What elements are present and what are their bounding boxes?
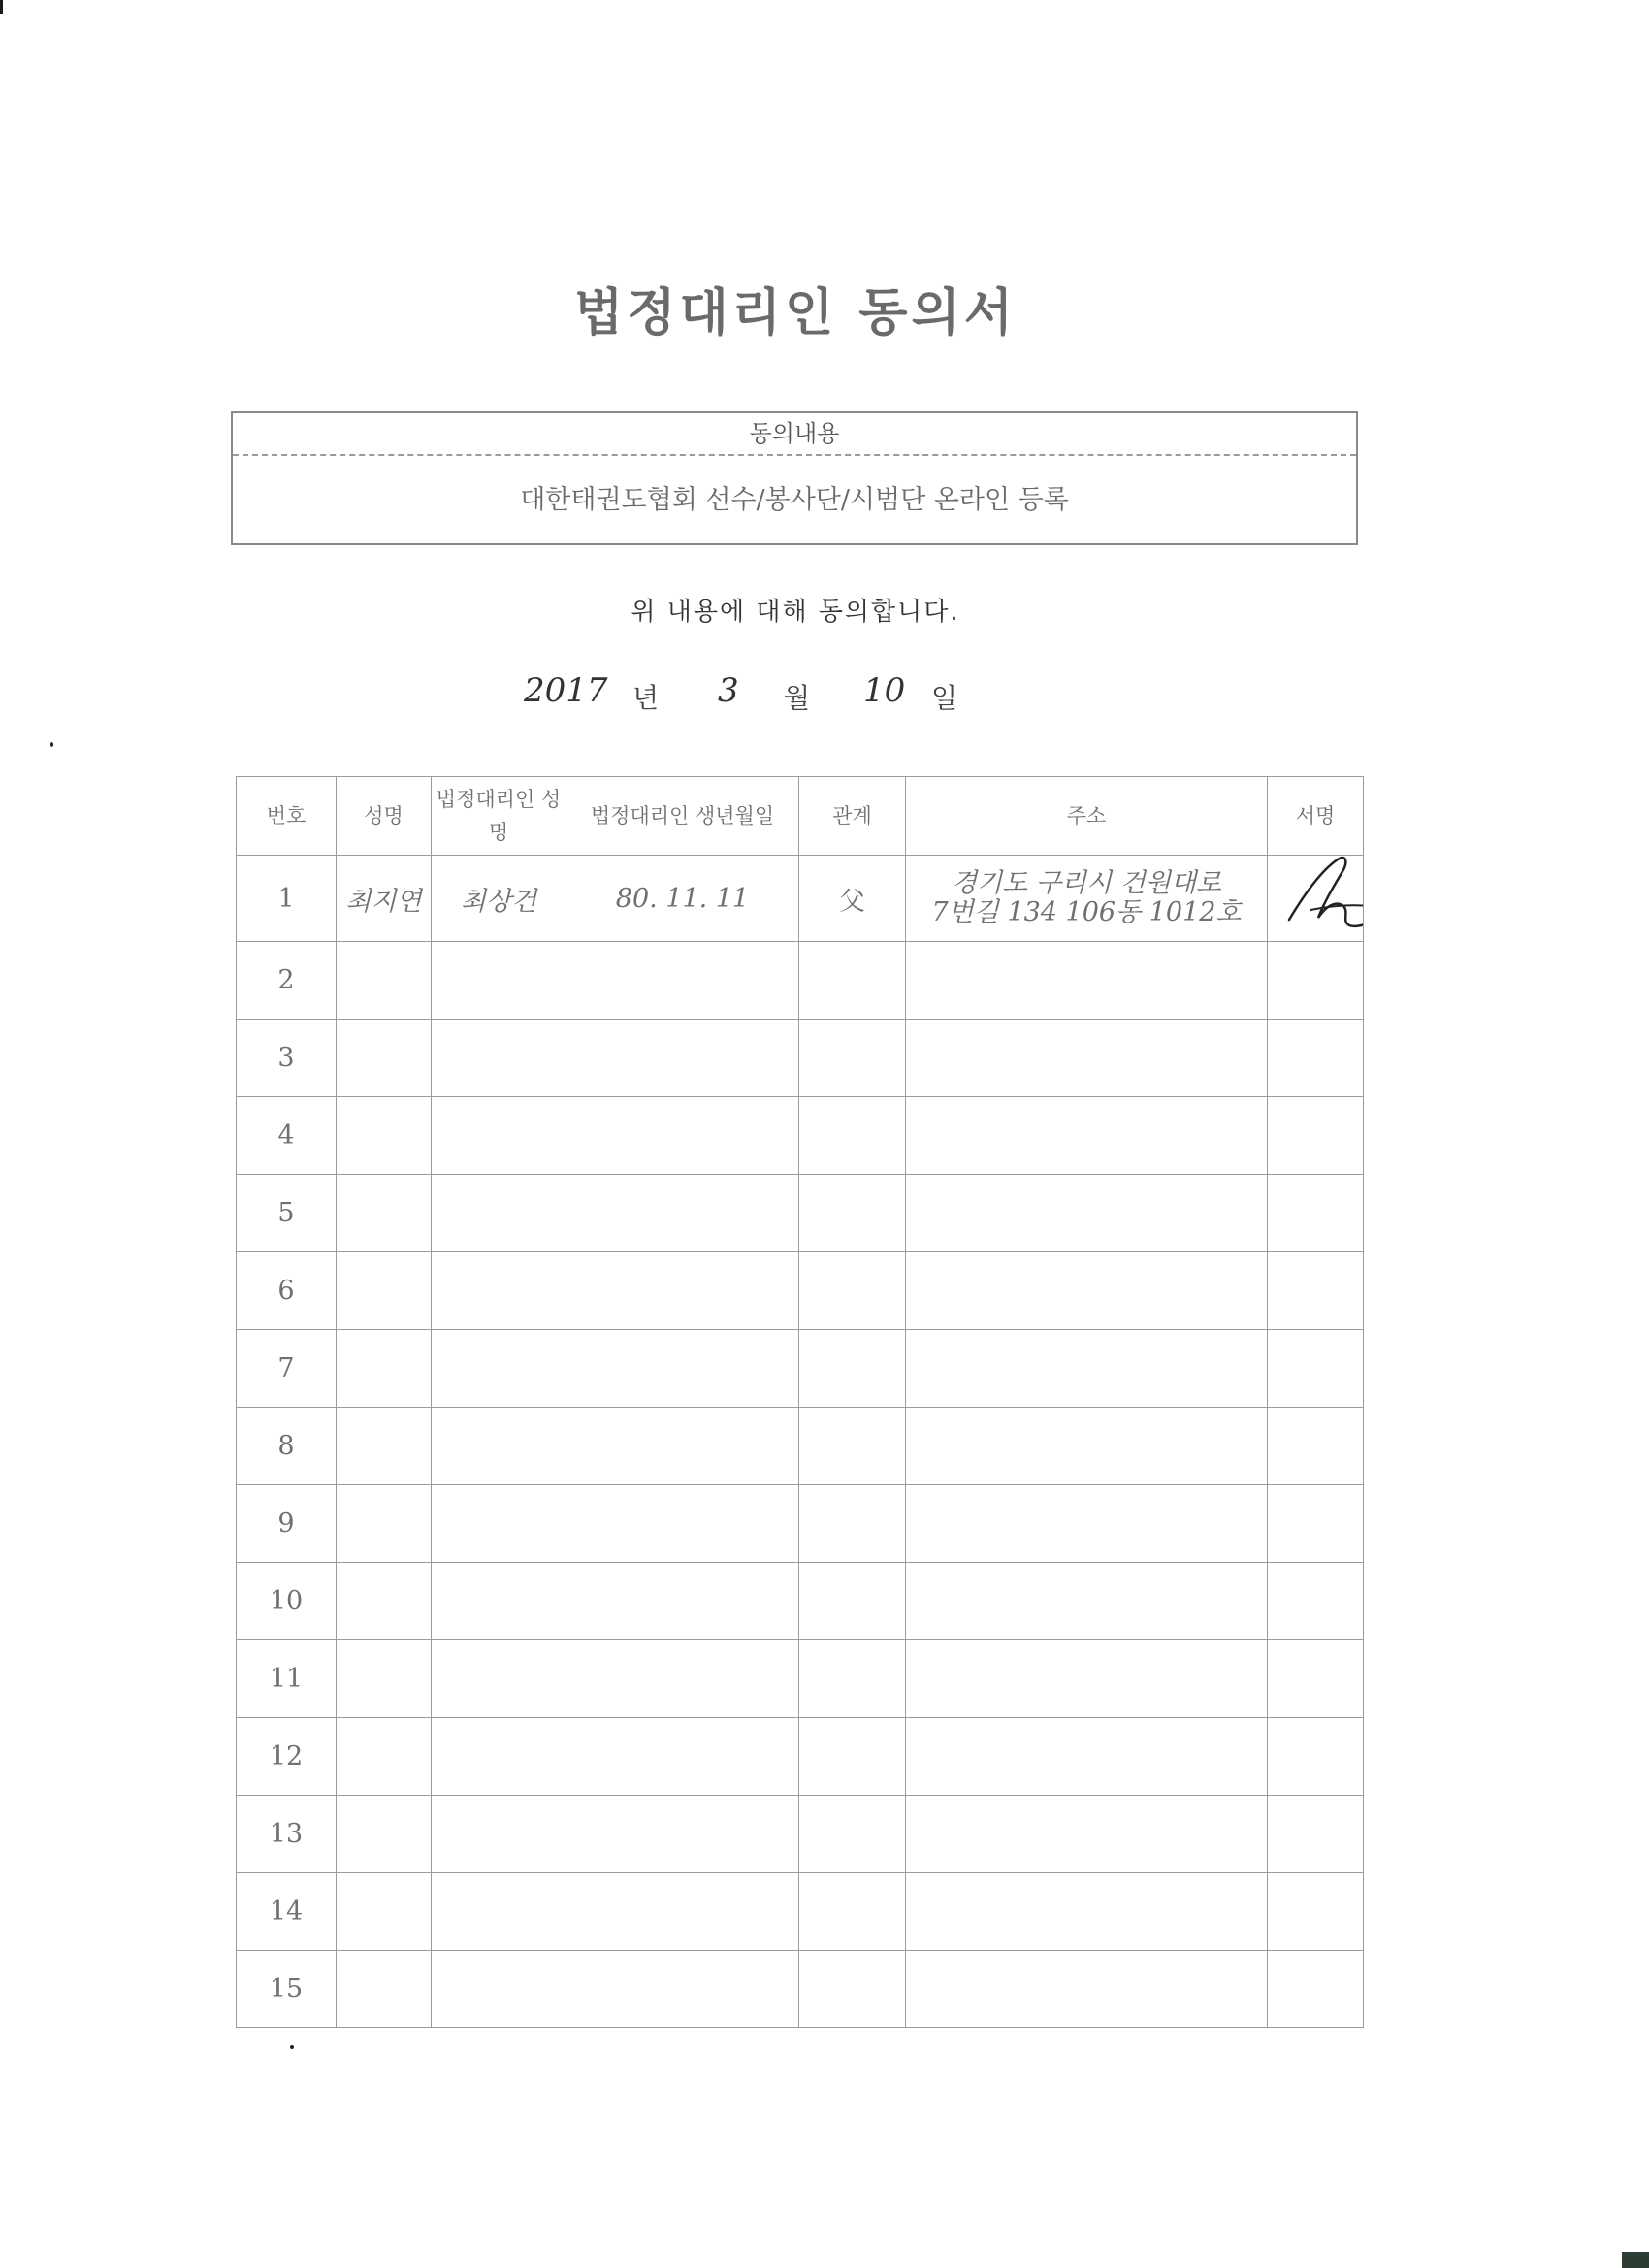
row-signature xyxy=(1268,942,1364,1020)
row-address xyxy=(906,856,1268,942)
header-number: 번호 xyxy=(237,777,337,856)
row-guardian-name xyxy=(432,1718,566,1796)
row-number: 9 xyxy=(237,1485,337,1563)
row-relation xyxy=(799,1020,906,1097)
row-guardian-birth xyxy=(566,1873,799,1951)
row-number: 15 xyxy=(237,1951,337,2028)
row-address xyxy=(906,1020,1268,1097)
row-guardian-name xyxy=(432,1485,566,1563)
row-relation xyxy=(799,1951,906,2028)
row-number: 5 xyxy=(237,1175,337,1252)
row-address xyxy=(906,1563,1268,1640)
header-address: 주소 xyxy=(906,777,1268,856)
row-guardian-birth xyxy=(566,1718,799,1796)
date-line xyxy=(524,669,1028,728)
row-relation xyxy=(799,1175,906,1252)
date-year-unit: 년 xyxy=(632,682,660,714)
row-guardian-birth xyxy=(566,1640,799,1718)
row-relation xyxy=(799,1097,906,1175)
handwritten-signature xyxy=(1281,856,1364,942)
row-name: 최지연 xyxy=(337,856,432,942)
scan-edge-mark xyxy=(1622,2252,1649,2268)
agree-statement: 위 내용에 대해 동의합니다. xyxy=(630,598,960,627)
table-row xyxy=(237,856,1364,942)
row-name xyxy=(337,942,432,1020)
header-name: 성명 xyxy=(337,777,432,856)
row-guardian-birth xyxy=(566,1252,799,1330)
row-name xyxy=(337,1485,432,1563)
row-name xyxy=(337,1718,432,1796)
row-guardian-name xyxy=(432,1175,566,1252)
row-guardian-name xyxy=(432,1563,566,1640)
row-name xyxy=(337,1640,432,1718)
row-relation xyxy=(799,942,906,1020)
row-address xyxy=(906,1485,1268,1563)
row-signature xyxy=(1268,1097,1364,1175)
consent-content-box xyxy=(231,411,1358,545)
row-address xyxy=(906,1097,1268,1175)
table-header-row xyxy=(237,777,1364,856)
row-signature xyxy=(1268,856,1364,942)
table-row xyxy=(237,1408,1364,1485)
row-name xyxy=(337,1252,432,1330)
row-signature xyxy=(1268,1951,1364,2028)
row-name xyxy=(337,1873,432,1951)
row-name xyxy=(337,1097,432,1175)
row-guardian-birth: 80. 11. 11 xyxy=(566,856,799,942)
header-signature: 서명 xyxy=(1268,777,1364,856)
row-number: 8 xyxy=(237,1408,337,1485)
row-address xyxy=(906,1330,1268,1408)
row-guardian-name: 최상건 xyxy=(432,856,566,942)
row-guardian-name xyxy=(432,1796,566,1873)
row-number: 4 xyxy=(237,1097,337,1175)
row-name xyxy=(337,1020,432,1097)
row-guardian-name xyxy=(432,1640,566,1718)
row-signature xyxy=(1268,1175,1364,1252)
row-guardian-birth xyxy=(566,1175,799,1252)
table-row xyxy=(237,1640,1364,1718)
table-row xyxy=(237,1951,1364,2028)
page-title: 법정대리인 동의서 xyxy=(574,284,1017,342)
row-relation xyxy=(799,1485,906,1563)
consent-text: 대한태권도협회 선수/봉사단/시범단 온라인 등록 xyxy=(520,485,1069,515)
row-guardian-birth xyxy=(566,1951,799,2028)
date-day-unit: 일 xyxy=(931,682,958,714)
row-guardian-name xyxy=(432,1020,566,1097)
row-address-line1: 경기도 구리시 건원대로 xyxy=(952,868,1221,898)
row-guardian-birth xyxy=(566,1330,799,1408)
row-name xyxy=(337,1330,432,1408)
table-row xyxy=(237,1252,1364,1330)
row-address xyxy=(906,1951,1268,2028)
row-signature xyxy=(1268,1020,1364,1097)
header-guardian-birth: 법정대리인 생년월일 xyxy=(566,777,799,856)
row-signature xyxy=(1268,1252,1364,1330)
row-address xyxy=(906,1252,1268,1330)
row-relation xyxy=(799,1796,906,1873)
table-row xyxy=(237,1097,1364,1175)
table-row xyxy=(237,1175,1364,1252)
row-number: 14 xyxy=(237,1873,337,1951)
row-signature xyxy=(1268,1796,1364,1873)
row-signature xyxy=(1268,1640,1364,1718)
row-relation xyxy=(799,1330,906,1408)
row-guardian-birth xyxy=(566,1485,799,1563)
row-relation xyxy=(799,1718,906,1796)
row-name xyxy=(337,1951,432,2028)
date-year: 2017 xyxy=(524,671,608,710)
row-guardian-birth xyxy=(566,1097,799,1175)
scan-speck xyxy=(290,2045,294,2049)
header-guardian-name: 법정대리인 성명 xyxy=(432,777,566,856)
row-number: 10 xyxy=(237,1563,337,1640)
scan-speck xyxy=(50,742,53,747)
row-name xyxy=(337,1796,432,1873)
row-address xyxy=(906,1408,1268,1485)
row-name xyxy=(337,1175,432,1252)
row-number: 2 xyxy=(237,942,337,1020)
row-guardian-name xyxy=(432,1097,566,1175)
date-month-unit: 월 xyxy=(784,682,811,714)
registration-table xyxy=(236,776,1364,2028)
row-address xyxy=(906,1873,1268,1951)
row-guardian-name xyxy=(432,1951,566,2028)
row-signature xyxy=(1268,1563,1364,1640)
row-relation xyxy=(799,1408,906,1485)
row-number: 13 xyxy=(237,1796,337,1873)
row-relation xyxy=(799,1873,906,1951)
row-guardian-name xyxy=(432,1408,566,1485)
date-month: 3 xyxy=(718,671,739,710)
table-row xyxy=(237,1873,1364,1951)
row-signature xyxy=(1268,1408,1364,1485)
row-number: 7 xyxy=(237,1330,337,1408)
row-guardian-birth xyxy=(566,942,799,1020)
row-address xyxy=(906,1796,1268,1873)
row-name xyxy=(337,1408,432,1485)
row-relation xyxy=(799,1640,906,1718)
row-signature xyxy=(1268,1873,1364,1951)
row-name xyxy=(337,1563,432,1640)
row-guardian-name xyxy=(432,1330,566,1408)
row-guardian-birth xyxy=(566,1796,799,1873)
row-guardian-birth xyxy=(566,1408,799,1485)
row-signature xyxy=(1268,1718,1364,1796)
row-number: 12 xyxy=(237,1718,337,1796)
row-address xyxy=(906,942,1268,1020)
consent-header: 동의내용 xyxy=(233,413,1356,456)
row-signature xyxy=(1268,1485,1364,1563)
row-guardian-name xyxy=(432,1873,566,1951)
row-relation xyxy=(799,1252,906,1330)
table-row xyxy=(237,1718,1364,1796)
row-relation: 父 xyxy=(799,856,906,942)
row-address-line2: 7번길 134 106동 1012호 xyxy=(931,897,1242,927)
row-guardian-name xyxy=(432,942,566,1020)
table-row xyxy=(237,1563,1364,1640)
row-number: 6 xyxy=(237,1252,337,1330)
date-day: 10 xyxy=(863,671,906,710)
row-address xyxy=(906,1175,1268,1252)
row-guardian-birth xyxy=(566,1020,799,1097)
row-guardian-birth xyxy=(566,1563,799,1640)
row-address xyxy=(906,1640,1268,1718)
header-relation: 관계 xyxy=(799,777,906,856)
row-number: 11 xyxy=(237,1640,337,1718)
row-signature xyxy=(1268,1330,1364,1408)
scan-edge-mark xyxy=(0,0,3,14)
table-row xyxy=(237,1020,1364,1097)
table-row xyxy=(237,942,1364,1020)
table-row xyxy=(237,1796,1364,1873)
table-row xyxy=(237,1330,1364,1408)
row-number: 1 xyxy=(237,856,337,942)
row-address xyxy=(906,1718,1268,1796)
row-number: 3 xyxy=(237,1020,337,1097)
row-relation xyxy=(799,1563,906,1640)
table-row xyxy=(237,1485,1364,1563)
row-guardian-name xyxy=(432,1252,566,1330)
